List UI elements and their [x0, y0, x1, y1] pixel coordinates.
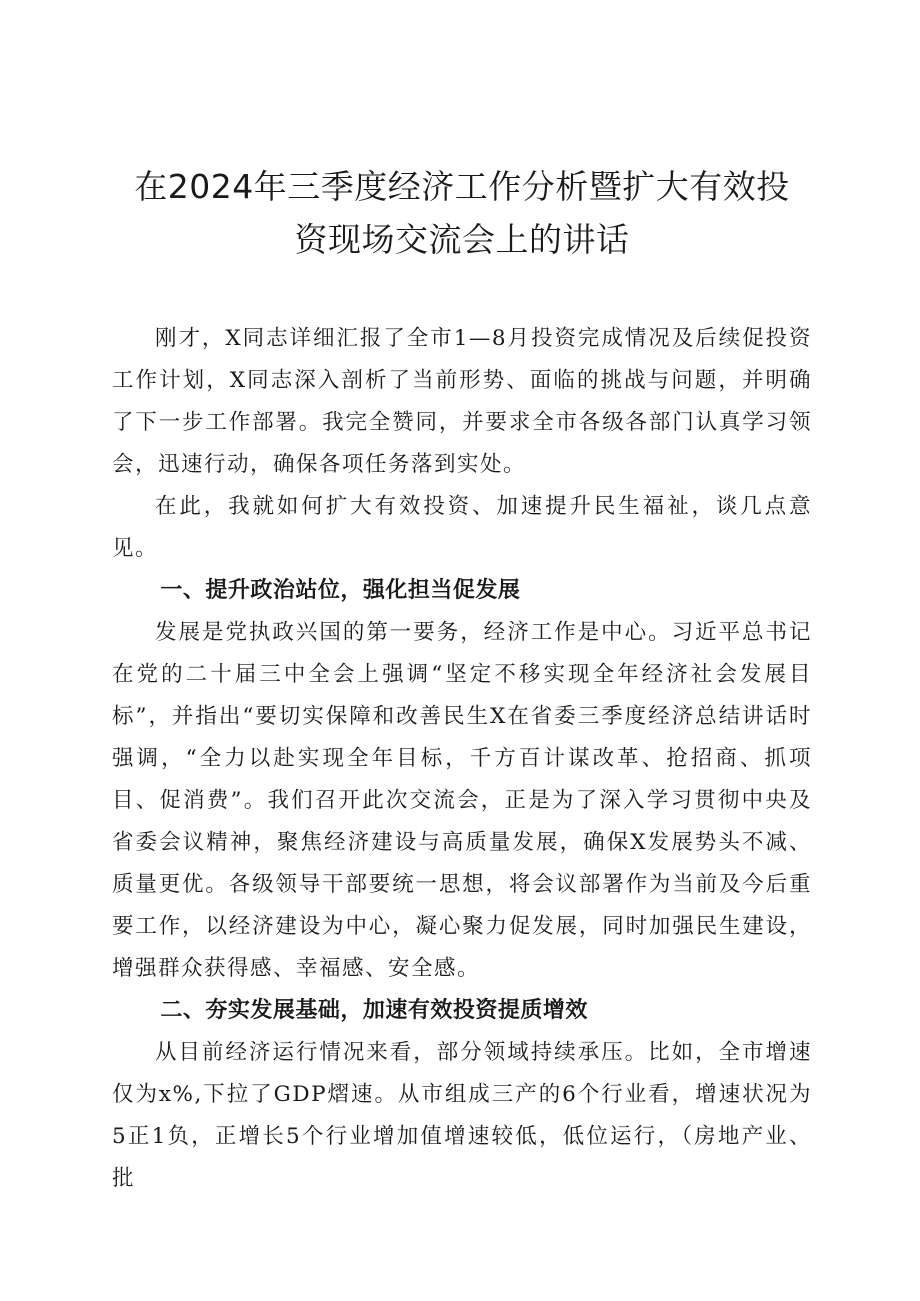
intro-paragraph: 在此，我就如何扩大有效投资、加速提升民生福祉，谈几点意见。 [112, 494, 812, 561]
opening-paragraph: 刚才，X同志详细汇报了全市1—8月投资完成情况及后续促投资工作计划，X同志深入剖析了当前形势、面临的挑战与问题，并明确了下一步工作部署。我完全赞同，并要求全市各级各部门认真学习领会，迅速行动，确保各项任务落到实处。 [112, 326, 812, 477]
section-2-paragraph: 从目前经济运行情况来看，部分领域持续承压。比如，全市增速仅为x%,下拉了GDP熠速。从市组成三产的6个行业看，增速状况为5正1负，正增长5个行业增加值增速较低，低位运行，（房地产业、批 [112, 1040, 812, 1191]
section-2-heading: 二、夯实发展基础，加速有效投资提质增效 [160, 998, 588, 1023]
section-1-heading: 一、提升政治站位，强化担当促发展 [160, 578, 521, 603]
title-line-2: 资现场交流会上的讲话 [294, 220, 630, 259]
title-line-1: 在2024年三季度经济工作分析暨扩大有效投 [134, 167, 790, 206]
document-title [112, 160, 812, 266]
section-1-paragraph: 发展是党执政兴国的第一要务，经济工作是中心。习近平总书记在党的二十届三中全会上强调“坚定不移实现全年经济社会发展目标”，并指出“要切实保障和改善民生X在省委三季度经济总结讲话时强调，“全力以赴实现全年目标，千方百计谋改革、抢招商、抓项目、促消费”。我们召开此次交流会，正是为了深入学习贯彻中央及省委会议精神，聚焦经济建设与高质量发展，确保X发展势头不减、质量更优。各级领导干部要统一思想，将会议部署作为当前及今后重要工作，以经济建设为中心，凝心聚力促发展，同时加强民生建设，增强群众获得感、幸福感、安全感。 [112, 620, 812, 981]
